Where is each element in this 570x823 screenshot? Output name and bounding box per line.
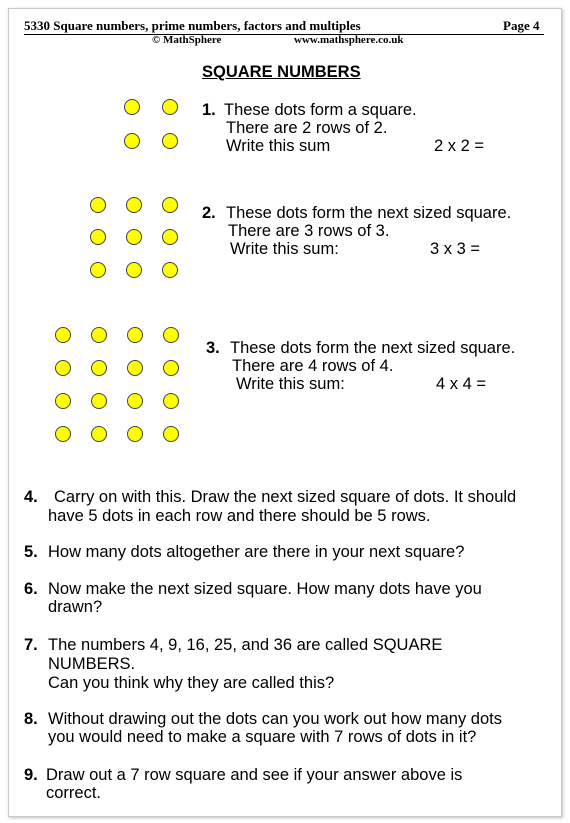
question-3-number: 3. (206, 339, 220, 357)
dot (124, 99, 140, 115)
page-title: SQUARE NUMBERS (202, 63, 361, 81)
dot (55, 360, 71, 376)
question-8-number: 8. (24, 710, 38, 728)
question-9-line-1: Draw out a 7 row square and see if your answer above is (46, 766, 463, 784)
dot (91, 393, 107, 409)
question-8-line-1: Without drawing out the dots can you work out how many dots (48, 710, 502, 728)
dot (91, 327, 107, 343)
dot (127, 393, 143, 409)
dot (127, 360, 143, 376)
dot (163, 327, 179, 343)
header-website: www.mathsphere.co.uk (294, 34, 404, 46)
question-3-sum: 4 x 4 = (436, 375, 486, 393)
dot (55, 393, 71, 409)
question-1-line-1: These dots form a square. (224, 101, 417, 119)
dot (162, 262, 178, 278)
question-3-line-1: These dots form the next sized square. (230, 339, 516, 357)
question-4-line-1: Carry on with this. Draw the next sized square of dots. It should (54, 488, 517, 506)
question-4-line-2: have 5 dots in each row and there should be 5 rows. (48, 507, 431, 525)
dot (90, 229, 106, 245)
dot (90, 262, 106, 278)
question-7-number: 7. (24, 636, 38, 654)
dot (127, 426, 143, 442)
dot (126, 229, 142, 245)
question-9-line-2: correct. (46, 784, 102, 802)
dot (55, 327, 71, 343)
question-7-line-2: NUMBERS. (48, 655, 136, 673)
question-1-line-3: Write this sum (226, 137, 331, 155)
question-2-sum: 3 x 3 = (430, 240, 480, 258)
question-6-line-1: Now make the next sized square. How many dots have you (48, 580, 482, 598)
question-7-line-3: Can you think why they are called this? (48, 674, 335, 692)
question-2-number: 2. (202, 204, 216, 222)
dot (163, 393, 179, 409)
question-2-line-3: Write this sum: (230, 240, 339, 258)
dot (90, 197, 106, 213)
question-4-number: 4. (24, 488, 38, 506)
question-1-line-2: There are 2 rows of 2. (226, 119, 388, 137)
dot (91, 426, 107, 442)
header-page-number: Page 4 (503, 18, 540, 33)
question-8-line-2: you would need to make a square with 7 rows of dots in it? (48, 728, 477, 746)
dot (162, 197, 178, 213)
header-title: 5330 Square numbers, prime numbers, factors and multiples (24, 18, 361, 33)
question-9-number: 9. (24, 766, 38, 784)
dot (126, 262, 142, 278)
question-1-sum: 2 x 2 = (434, 137, 484, 155)
question-7-line-1: The numbers 4, 9, 16, 25, and 36 are called SQUARE (48, 636, 443, 654)
dot (91, 360, 107, 376)
dot (162, 229, 178, 245)
dot (163, 426, 179, 442)
question-1-number: 1. (202, 101, 216, 119)
question-2-line-2: There are 3 rows of 3. (228, 222, 390, 240)
question-5-line-1: How many dots altogether are there in your next square? (48, 543, 465, 561)
dot (162, 133, 178, 149)
dot (124, 133, 140, 149)
dot (163, 360, 179, 376)
dot (55, 426, 71, 442)
question-3-line-2: There are 4 rows of 4. (232, 357, 394, 375)
question-6-line-2: drawn? (48, 598, 103, 616)
question-2-line-1: These dots form the next sized square. (226, 204, 512, 222)
dot (162, 99, 178, 115)
dot (126, 197, 142, 213)
question-5-number: 5. (24, 543, 38, 561)
dot (127, 327, 143, 343)
question-3-line-3: Write this sum: (236, 375, 345, 393)
header-rule (24, 34, 544, 35)
question-6-number: 6. (24, 580, 38, 598)
header-copyright: © MathSphere (152, 34, 222, 46)
